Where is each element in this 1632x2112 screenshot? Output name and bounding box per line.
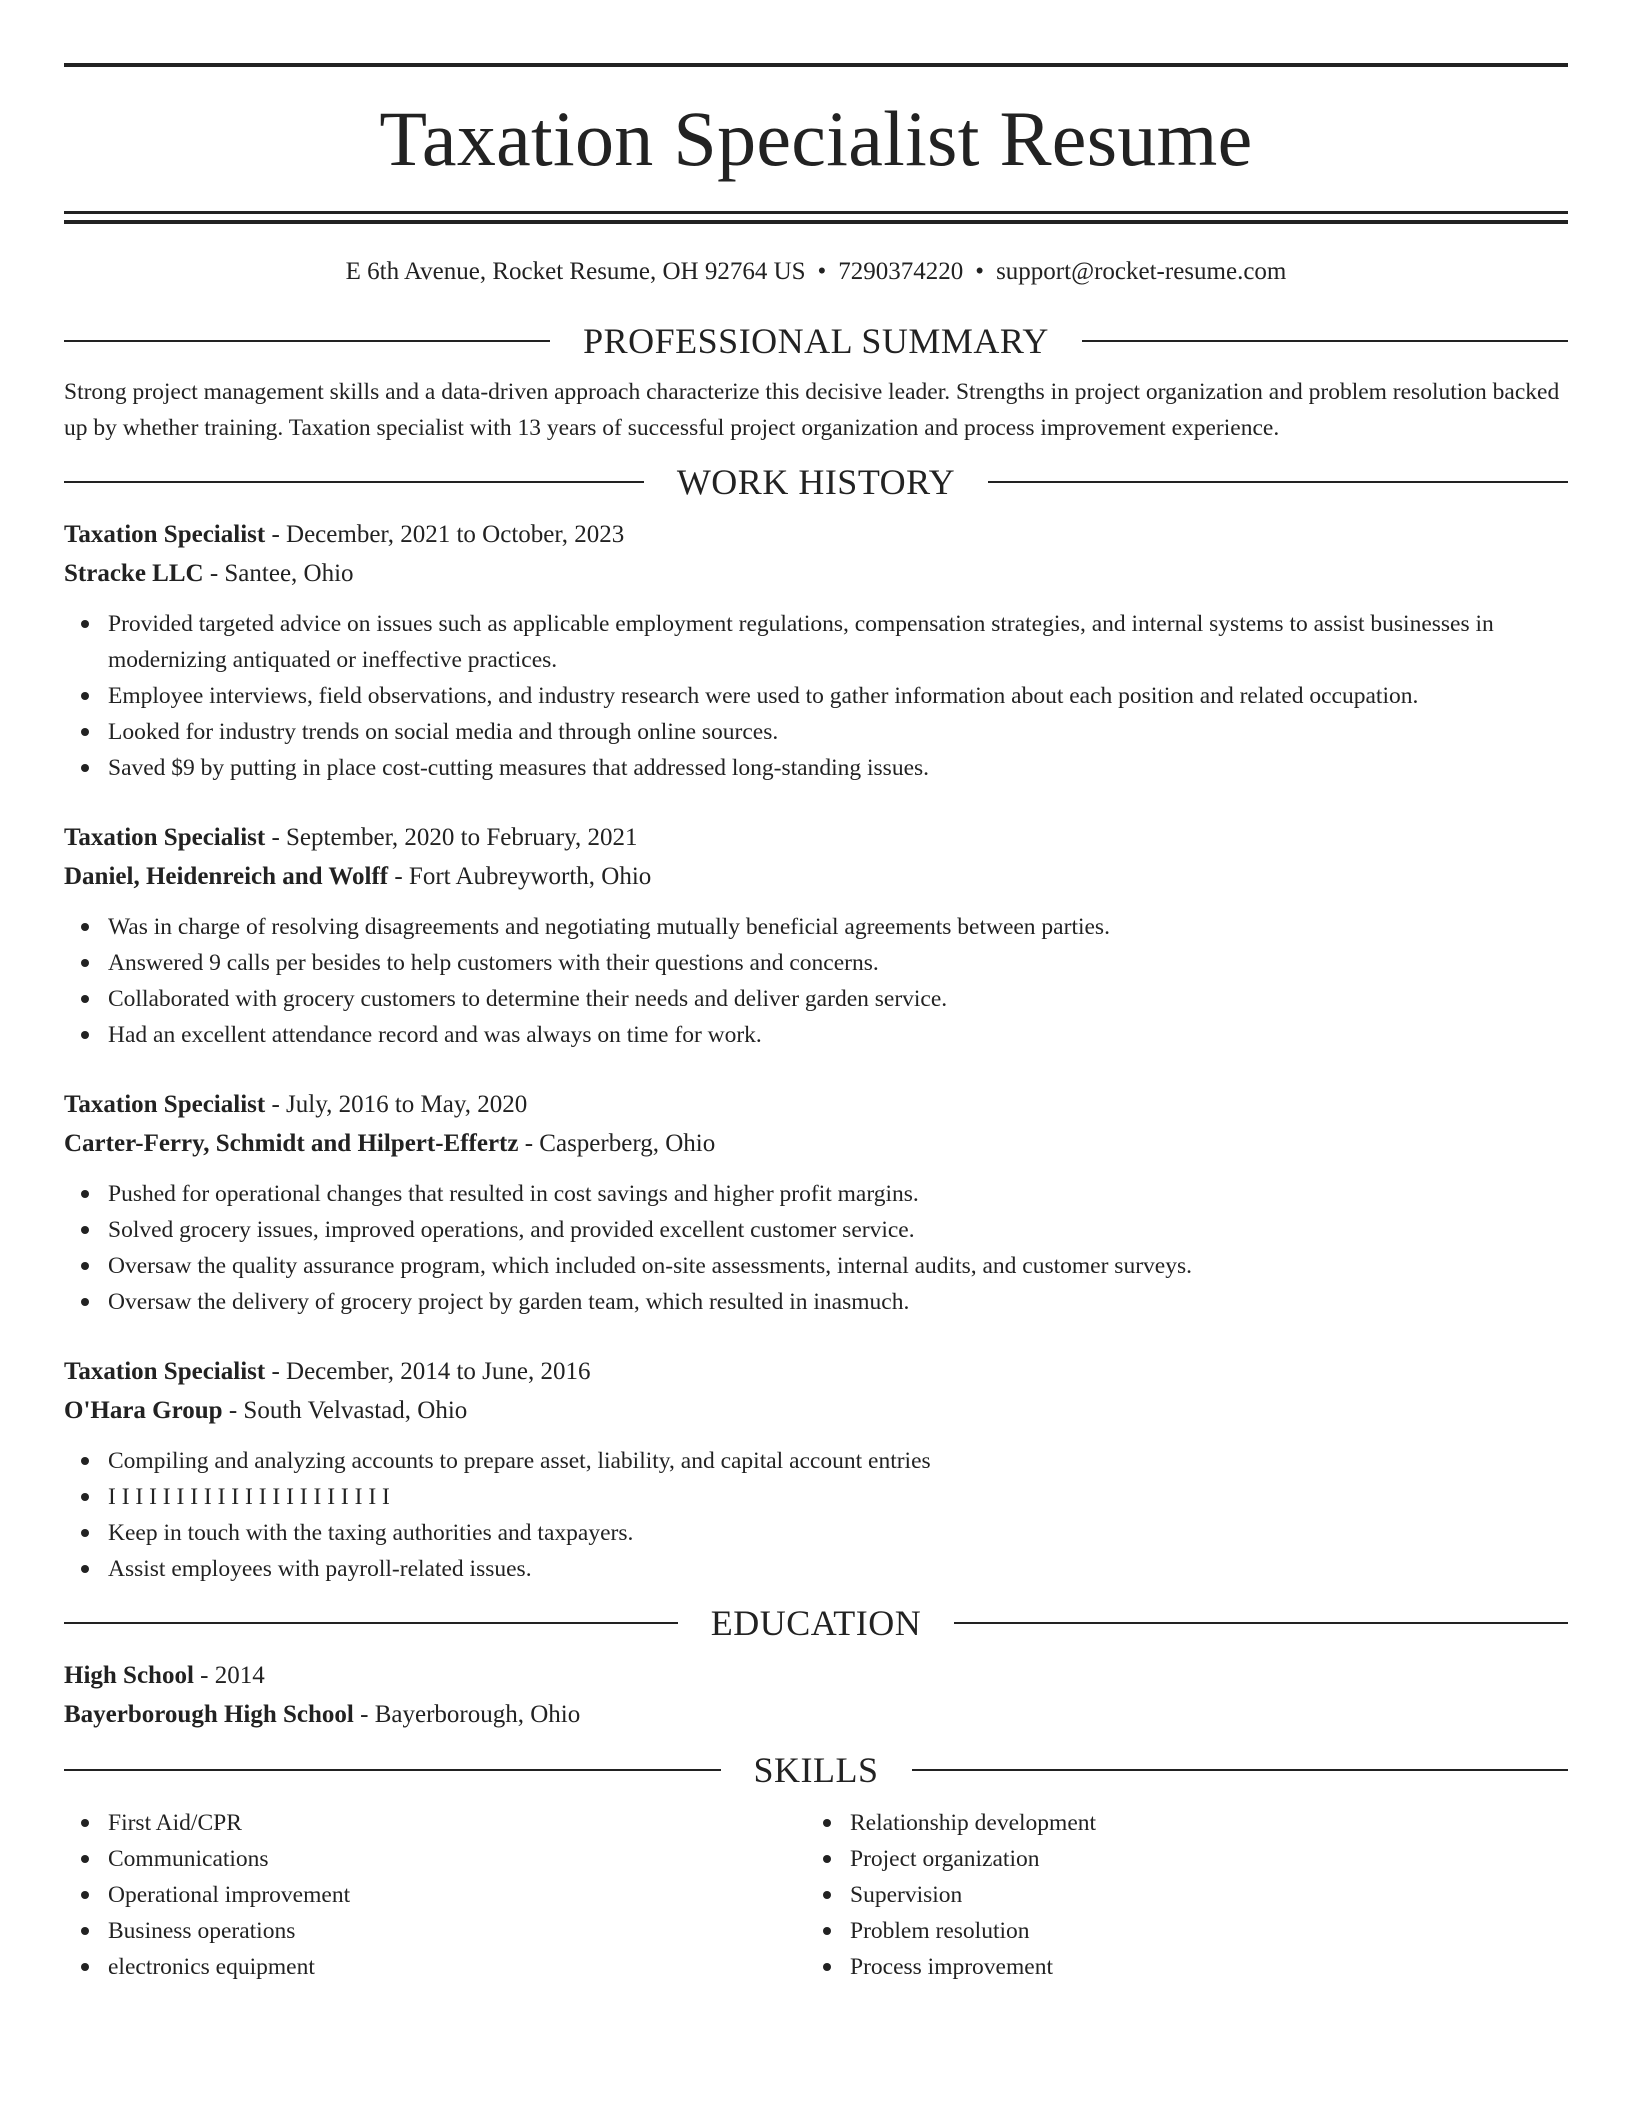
job-entry (64, 818, 1568, 1053)
skill-item: Problem resolution (806, 1913, 1548, 1949)
skills-column-right (806, 1805, 1548, 1985)
job-title-line (64, 1085, 1568, 1124)
job-title: Taxation Specialist (64, 1091, 266, 1118)
education-degree-line (64, 1656, 1568, 1695)
job-location: - South Velvastad, Ohio (222, 1397, 468, 1424)
job-duty: Oversaw the quality assurance program, which included on-site assessments, internal audits, and customer surveys. (64, 1248, 1568, 1284)
skills-grid (64, 1805, 1568, 1985)
job-company: Carter-Ferry, Schmidt and Hilpert-Effertz (64, 1130, 519, 1157)
skill-item: Business operations (64, 1913, 806, 1949)
contact-email[interactable]: support@rocket-resume.com (996, 258, 1287, 285)
job-duty: Provided targeted advice on issues such as applicable employment regulations, compensation strategies, and internal systems to assist businesses in modernizing antiquated or ineffective practices. (64, 606, 1568, 678)
section-header-skills (64, 1748, 1568, 1792)
job-title-line (64, 1352, 1568, 1391)
job-duty: I I I I I I I I I I I I I I I I I I I I I (64, 1479, 1568, 1515)
skill-item: Relationship development (806, 1805, 1548, 1841)
job-duty: Employee interviews, field observations, and industry research were used to gather information about each position and related occupation. (64, 678, 1568, 714)
skill-item: Supervision (806, 1877, 1548, 1913)
section-rule (1082, 340, 1568, 342)
section-rule (64, 481, 644, 483)
contact-phone: 7290374220 (838, 258, 964, 285)
job-title: Taxation Specialist (64, 521, 266, 548)
contact-separator: • (975, 258, 985, 285)
job-location: - Fort Aubreyworth, Ohio (388, 863, 652, 890)
contact-address: E 6th Avenue, Rocket Resume, OH 92764 US (345, 258, 806, 285)
job-title: Taxation Specialist (64, 824, 266, 851)
education-school: Bayerborough High School (64, 1701, 354, 1728)
job-dates: - December, 2021 to October, 2023 (265, 521, 625, 548)
resume-title: Taxation Specialist Resume (379, 95, 1253, 182)
job-location: - Casperberg, Ohio (518, 1130, 716, 1157)
job-duty: Solved grocery issues, improved operations, and provided excellent customer service. (64, 1212, 1568, 1248)
section-rule (912, 1769, 1569, 1771)
contact-separator: • (817, 258, 827, 285)
skill-item: Operational improvement (64, 1877, 806, 1913)
education-degree: High School (64, 1662, 194, 1689)
skill-item: Project organization (806, 1841, 1548, 1877)
education-location: - Bayerborough, Ohio (353, 1701, 581, 1728)
section-header-education (64, 1601, 1568, 1645)
job-title: Taxation Specialist (64, 1358, 266, 1385)
job-duties (64, 1443, 1568, 1587)
section-rule (64, 1622, 678, 1624)
skill-item: First Aid/CPR (64, 1805, 806, 1841)
job-duty: Answered 9 calls per besides to help customers with their questions and concerns. (64, 945, 1568, 981)
job-company-line (64, 1391, 1568, 1430)
education-year: - 2014 (193, 1662, 265, 1689)
education-school-line (64, 1695, 1568, 1734)
section-header-work (64, 460, 1568, 504)
job-title-line (64, 515, 1568, 554)
job-company: Stracke LLC (64, 560, 204, 587)
summary-text: Strong project management skills and a data-driven approach characterize this decisive leader. Strengths in project organization and problem resolution backed up by whether training. Taxation specialist with 13 years of successful project organization and process improvement experience. (64, 379, 1560, 441)
job-company: Daniel, Heidenreich and Wolff (64, 863, 389, 890)
job-company-line (64, 857, 1568, 896)
job-company-line (64, 1124, 1568, 1163)
job-entry (64, 1085, 1568, 1320)
job-duty: Assist employees with payroll-related issues. (64, 1551, 1568, 1587)
title-double-rule (64, 211, 1568, 224)
skill-item: electronics equipment (64, 1949, 806, 1985)
job-duty: Collaborated with grocery customers to determine their needs and deliver garden service. (64, 981, 1568, 1017)
job-duty: Was in charge of resolving disagreements and negotiating mutually beneficial agreements between parties. (64, 909, 1568, 945)
job-duties (64, 909, 1568, 1053)
skills-column-left (64, 1805, 806, 1985)
job-duty: Keep in touch with the taxing authorities and taxpayers. (64, 1515, 1568, 1551)
skill-item: Process improvement (806, 1949, 1548, 1985)
section-rule (64, 340, 550, 342)
section-title: WORK HISTORY (676, 462, 956, 502)
section-title: PROFESSIONAL SUMMARY (583, 321, 1049, 361)
section-title: SKILLS (753, 1750, 879, 1790)
job-entry (64, 1352, 1568, 1587)
section-rule (988, 481, 1568, 483)
job-duty: Oversaw the delivery of grocery project by garden team, which resulted in inasmuch. (64, 1284, 1568, 1320)
job-location: - Santee, Ohio (203, 560, 354, 587)
education-entry (64, 1656, 1568, 1734)
job-entry (64, 515, 1568, 786)
job-company: O'Hara Group (64, 1397, 223, 1424)
top-rule (64, 63, 1568, 67)
job-dates: - December, 2014 to June, 2016 (265, 1358, 591, 1385)
job-duty: Compiling and analyzing accounts to prepare asset, liability, and capital account entries (64, 1443, 1568, 1479)
job-duty: Had an excellent attendance record and was always on time for work. (64, 1017, 1568, 1053)
section-header-summary (64, 319, 1568, 363)
job-duty: Looked for industry trends on social media and through online sources. (64, 714, 1568, 750)
job-duty: Pushed for operational changes that resulted in cost savings and higher profit margins. (64, 1176, 1568, 1212)
resume-page (64, 0, 1568, 1985)
job-duties (64, 606, 1568, 786)
contact-line (64, 257, 1568, 287)
job-duty: Saved $9 by putting in place cost-cutting measures that addressed long-standing issues. (64, 750, 1568, 786)
job-title-line (64, 818, 1568, 857)
job-dates: - September, 2020 to February, 2021 (265, 824, 638, 851)
section-title: EDUCATION (710, 1603, 922, 1643)
job-dates: - July, 2016 to May, 2020 (265, 1091, 528, 1118)
job-company-line (64, 554, 1568, 593)
section-rule (954, 1622, 1568, 1624)
job-duties (64, 1176, 1568, 1320)
skill-item: Communications (64, 1841, 806, 1877)
section-rule (64, 1769, 721, 1771)
